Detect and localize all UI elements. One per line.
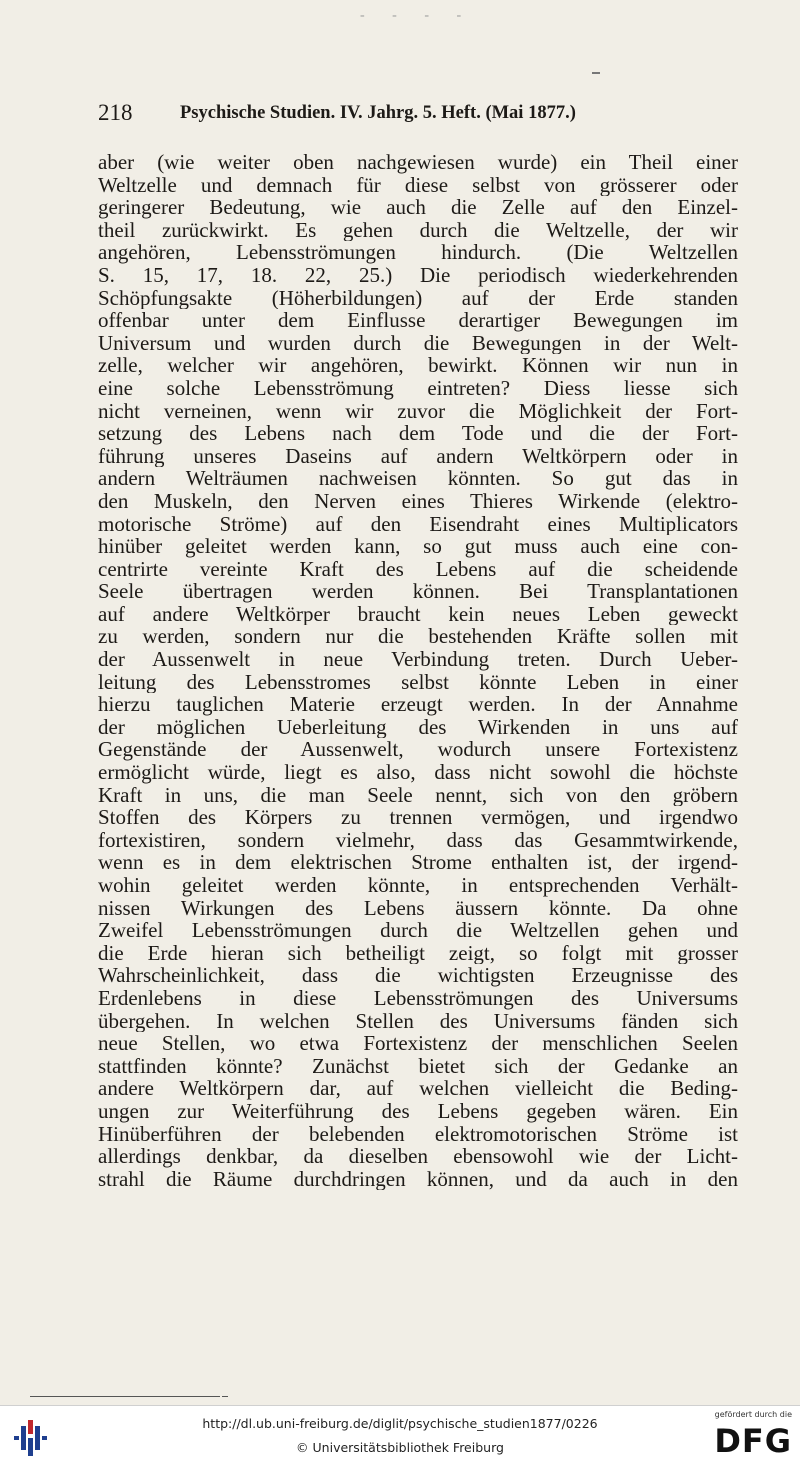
text-line: den Muskeln, den Nerven eines Thieres Wirkende (elektro-: [98, 489, 738, 513]
scan-artifact-marks: - - - -: [360, 8, 474, 23]
body-text: [98, 151, 738, 1190]
text-line: stattfinden könnte? Zunächst bietet sich der Gedanke an: [98, 1054, 738, 1078]
text-line: S. 15, 17, 18. 22, 25.) Die periodisch wiederkehrenden: [98, 263, 738, 287]
text-line: setzung des Lebens nach dem Tode und die der Fort-: [98, 422, 738, 445]
text-line: Seele übertragen werden können. Bei Transplantationen: [98, 580, 738, 603]
text-line: Wahrscheinlichkeit, dass die wichtigsten Erzeugnisse des: [98, 964, 738, 987]
text-line: der Aussenwelt in neue Verbindung treten. Durch Ueber-: [98, 648, 738, 671]
text-line: aber (wie weiter oben nachgewiesen wurde) ein Theil einer: [98, 151, 738, 174]
text-line: auf andere Weltkörper braucht kein neues Leben geweckt: [98, 602, 738, 626]
scan-artifact-dash: [592, 72, 600, 74]
copyright-notice: © Universitätsbibliothek Freiburg: [296, 1440, 504, 1455]
text-line: strahl die Räume durchdringen können, und da auch in den: [98, 1167, 738, 1191]
text-line: zu werden, sondern nur die bestehenden Kräfte sollen mit: [98, 625, 738, 649]
sponsor-caption: gefördert durch die: [714, 1410, 792, 1419]
text-line: Zweifel Lebensströmungen durch die Weltzellen gehen und: [98, 919, 738, 942]
viewer-footer: [0, 1405, 800, 1465]
text-line: theil zurückwirkt. Es gehen durch die Weltzelle, der wir: [98, 218, 738, 242]
text-line: übergehen. In welchen Stellen des Universums fänden sich: [98, 1009, 738, 1033]
text-line: eine solche Lebensströmung eintreten? Diess liesse sich: [98, 376, 738, 400]
page-header: [98, 100, 738, 134]
text-line: centrirte vereinte Kraft des Lebens auf die scheidende: [98, 557, 738, 581]
running-head: Psychische Studien. IV. Jahrg. 5. Heft. (Mai 1877.): [180, 103, 576, 123]
text-line: die Erde hieran sich betheiligt zeigt, so folgt mit grosser: [98, 941, 738, 965]
text-line: hinüber geleitet werden kann, so gut muss auch eine con-: [98, 535, 738, 558]
text-line: fortexistiren, sondern vielmehr, dass das Gesammtwirkende,: [98, 828, 738, 852]
footnote-rule: [30, 1396, 220, 1397]
text-line: Hinüberführen der belebenden elektromotorischen Ströme ist: [98, 1122, 738, 1146]
text-line: ungen zur Weiterführung des Lebens gegeben wären. Ein: [98, 1099, 738, 1123]
dfg-logo-text: DFG: [714, 1422, 792, 1460]
text-line: allerdings denkbar, da dieselben ebensowohl wie der Licht-: [98, 1145, 738, 1168]
text-line: Schöpfungsakte (Höherbildungen) auf der Erde standen: [98, 286, 738, 310]
text-line: geringerer Bedeutung, wie auch die Zelle auf den Einzel-: [98, 196, 738, 219]
text-line: neue Stellen, wo etwa Fortexistenz der menschlichen Seelen: [98, 1032, 738, 1055]
text-line: ermöglicht würde, liegt es also, dass nicht sowohl die höchste: [98, 761, 738, 784]
page-number: 218: [98, 100, 133, 125]
text-line: wohin geleitet werden könnte, in entsprechenden Verhält-: [98, 874, 738, 897]
text-line: wenn es in dem elektrischen Strome enthalten ist, der irgend-: [98, 851, 738, 874]
text-line: Stoffen des Körpers zu trennen vermögen, und irgendwo: [98, 806, 738, 829]
text-line: zelle, welcher wir angehören, bewirkt. Können wir nun in: [98, 354, 738, 377]
text-line: offenbar unter dem Einflusse derartiger Bewegungen im: [98, 309, 738, 332]
text-line: nissen Wirkungen des Lebens äussern könnte. Da ohne: [98, 896, 738, 920]
text-line: hierzu tauglichen Materie erzeugt werden. In der Annahme: [98, 693, 738, 716]
text-line: angehören, Lebensströmungen hindurch. (Die Weltzellen: [98, 241, 738, 264]
text-line: Kraft in uns, die man Seele nennt, sich von den gröbern: [98, 783, 738, 807]
footnote-rule-tail: [222, 1396, 228, 1397]
dfg-sponsor-logo[interactable]: [706, 1410, 792, 1462]
permalink-url[interactable]: http://dl.ub.uni-freiburg.de/diglit/psychische_studien1877/0226: [202, 1416, 598, 1431]
text-line: Erdenlebens in diese Lebensströmungen des Universums: [98, 986, 738, 1010]
text-line: Weltzelle und demnach für diese selbst von grösserer oder: [98, 173, 738, 197]
text-line: leitung des Lebensstromes selbst könnte Leben in einer: [98, 670, 738, 694]
text-line: andern Welträumen nachweisen könnten. So gut das in: [98, 467, 738, 490]
text-line: andere Weltkörpern dar, auf welchen vielleicht die Beding-: [98, 1077, 738, 1100]
text-line: führung unseres Daseins auf andern Weltkörpern oder in: [98, 444, 738, 468]
text-line: Universum und wurden durch die Bewegungen in der Welt-: [98, 331, 738, 355]
text-line: motorische Ströme) auf den Eisendraht eines Multiplicators: [98, 512, 738, 536]
text-line: Gegenstände der Aussenwelt, wodurch unsere Fortexistenz: [98, 738, 738, 762]
text-line: der möglichen Ueberleitung des Wirkenden in uns auf: [98, 715, 738, 739]
text-line: nicht verneinen, wenn wir zuvor die Möglichkeit der Fort-: [98, 399, 738, 423]
